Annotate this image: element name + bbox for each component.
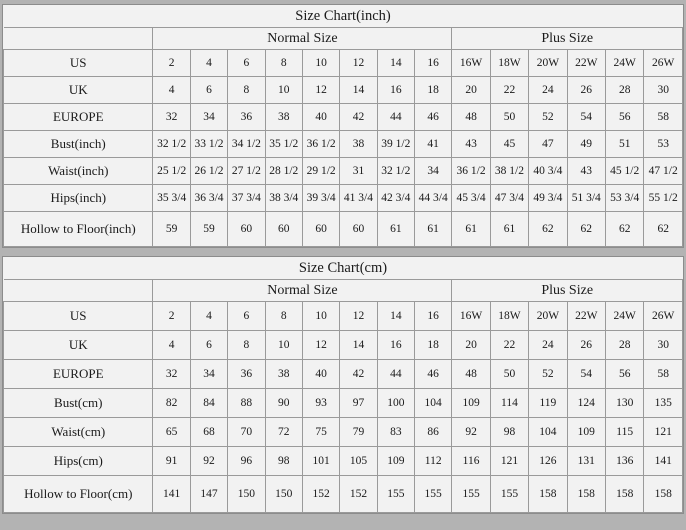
table-cell: 12 <box>302 77 339 104</box>
table-cell: 131 <box>567 447 605 476</box>
table-cell: 18 <box>415 77 452 104</box>
table-cell: 37 3/4 <box>228 185 265 212</box>
table-cell: 16 <box>377 77 414 104</box>
size-chart-inch <box>2 4 684 248</box>
table-cell: 4 <box>190 302 227 331</box>
table-row <box>4 77 683 104</box>
table-cell: 38 3/4 <box>265 185 302 212</box>
row-label: US <box>4 50 153 77</box>
table-cell: 68 <box>190 418 227 447</box>
table-cell: 30 <box>644 331 683 360</box>
row-label: Bust(cm) <box>4 389 153 418</box>
table-cell: 47 <box>529 131 567 158</box>
table-cell: 34 <box>415 158 452 185</box>
row-label: UK <box>4 331 153 360</box>
table-cell: 48 <box>452 360 490 389</box>
table-cell: 32 1/2 <box>153 131 190 158</box>
table-cell: 158 <box>644 476 683 513</box>
table-cell: 50 <box>490 360 528 389</box>
table-cell: 60 <box>302 212 339 247</box>
table-cell: 121 <box>644 418 683 447</box>
table-cell: 47 3/4 <box>490 185 528 212</box>
table-cell: 114 <box>490 389 528 418</box>
table-cell: 104 <box>415 389 452 418</box>
table-cell: 59 <box>190 212 227 247</box>
table-cell: 59 <box>153 212 190 247</box>
table-cell: 49 <box>567 131 605 158</box>
table-cell: 150 <box>265 476 302 513</box>
corner-blank-cell <box>4 28 153 50</box>
chart-title: Size Chart(cm) <box>4 257 683 280</box>
table-row <box>4 360 683 389</box>
table-cell: 6 <box>228 302 265 331</box>
table-cell: 12 <box>340 302 377 331</box>
row-label: Hips(cm) <box>4 447 153 476</box>
table-cell: 35 3/4 <box>153 185 190 212</box>
table-cell: 53 3/4 <box>605 185 643 212</box>
table-cell: 56 <box>605 360 643 389</box>
table-cell: 39 3/4 <box>302 185 339 212</box>
table-row <box>4 185 683 212</box>
table-cell: 38 <box>340 131 377 158</box>
table-cell: 34 <box>190 104 227 131</box>
table-cell: 130 <box>605 389 643 418</box>
table-row <box>4 131 683 158</box>
table-cell: 105 <box>340 447 377 476</box>
table-cell: 147 <box>190 476 227 513</box>
table-cell: 8 <box>228 331 265 360</box>
table-cell: 40 <box>302 104 339 131</box>
table-cell: 42 3/4 <box>377 185 414 212</box>
table-cell: 50 <box>490 104 528 131</box>
row-label: US <box>4 302 153 331</box>
table-cell: 34 <box>190 360 227 389</box>
corner-blank-cell <box>4 280 153 302</box>
table-cell: 39 1/2 <box>377 131 414 158</box>
table-cell: 28 1/2 <box>265 158 302 185</box>
table-cell: 26 <box>567 77 605 104</box>
table-cell: 16W <box>452 50 490 77</box>
table-cell: 4 <box>153 77 190 104</box>
table-cell: 16 <box>415 302 452 331</box>
table-cell: 101 <box>302 447 339 476</box>
table-cell: 155 <box>377 476 414 513</box>
table-cell: 150 <box>228 476 265 513</box>
table-cell: 92 <box>190 447 227 476</box>
table-cell: 29 1/2 <box>302 158 339 185</box>
table-cell: 43 <box>452 131 490 158</box>
table-cell: 40 3/4 <box>529 158 567 185</box>
table-cell: 53 <box>644 131 683 158</box>
table-cell: 10 <box>302 50 339 77</box>
table-cell: 52 <box>529 104 567 131</box>
table-cell: 33 1/2 <box>190 131 227 158</box>
table-cell: 38 1/2 <box>490 158 528 185</box>
table-cell: 58 <box>644 104 683 131</box>
row-label: EUROPE <box>4 104 153 131</box>
table-row <box>4 302 683 331</box>
table-cell: 14 <box>340 331 377 360</box>
table-cell: 109 <box>452 389 490 418</box>
table-cell: 20 <box>452 331 490 360</box>
table-row <box>4 212 683 247</box>
table-cell: 38 <box>265 104 302 131</box>
row-label: UK <box>4 77 153 104</box>
table-cell: 36 1/2 <box>302 131 339 158</box>
table-cell: 20 <box>452 77 490 104</box>
table-cell: 26 1/2 <box>190 158 227 185</box>
table-row <box>4 50 683 77</box>
table-cell: 35 1/2 <box>265 131 302 158</box>
table-cell: 44 <box>377 360 414 389</box>
table-cell: 55 1/2 <box>644 185 683 212</box>
table-cell: 10 <box>302 302 339 331</box>
table-cell: 88 <box>228 389 265 418</box>
table-cell: 112 <box>415 447 452 476</box>
table-cell: 22W <box>567 50 605 77</box>
table-cell: 136 <box>605 447 643 476</box>
table-cell: 26W <box>644 302 683 331</box>
table-cell: 48 <box>452 104 490 131</box>
table-cell: 25 1/2 <box>153 158 190 185</box>
table-cell: 141 <box>153 476 190 513</box>
table-cell: 72 <box>265 418 302 447</box>
table-cell: 79 <box>340 418 377 447</box>
group-header: Normal Size <box>153 28 452 50</box>
table-cell: 61 <box>415 212 452 247</box>
table-cell: 16 <box>377 331 414 360</box>
table-cell: 32 <box>153 104 190 131</box>
table-cell: 16W <box>452 302 490 331</box>
table-cell: 36 <box>228 104 265 131</box>
table-cell: 28 <box>605 77 643 104</box>
table-cell: 31 <box>340 158 377 185</box>
table-cell: 20W <box>529 302 567 331</box>
table-cell: 60 <box>228 212 265 247</box>
table-cell: 44 3/4 <box>415 185 452 212</box>
table-cell: 54 <box>567 360 605 389</box>
table-cell: 45 1/2 <box>605 158 643 185</box>
chart-title: Size Chart(inch) <box>4 5 683 28</box>
table-cell: 40 <box>302 360 339 389</box>
table-cell: 42 <box>340 104 377 131</box>
table-cell: 92 <box>452 418 490 447</box>
table-row <box>4 331 683 360</box>
table-cell: 90 <box>265 389 302 418</box>
table-cell: 82 <box>153 389 190 418</box>
table-cell: 22 <box>490 331 528 360</box>
table-cell: 46 <box>415 104 452 131</box>
table-cell: 24W <box>605 302 643 331</box>
table-cell: 60 <box>265 212 302 247</box>
table-cell: 91 <box>153 447 190 476</box>
row-label: Hollow to Floor(cm) <box>4 476 153 513</box>
table-cell: 121 <box>490 447 528 476</box>
table-cell: 158 <box>605 476 643 513</box>
table-cell: 61 <box>377 212 414 247</box>
table-cell: 93 <box>302 389 339 418</box>
table-cell: 158 <box>567 476 605 513</box>
table-cell: 45 3/4 <box>452 185 490 212</box>
table-cell: 27 1/2 <box>228 158 265 185</box>
table-cell: 62 <box>567 212 605 247</box>
table-cell: 155 <box>415 476 452 513</box>
group-header: Normal Size <box>153 280 452 302</box>
table-cell: 98 <box>490 418 528 447</box>
group-header: Plus Size <box>452 280 683 302</box>
table-row <box>4 104 683 131</box>
table-cell: 62 <box>605 212 643 247</box>
table-cell: 14 <box>340 77 377 104</box>
table-cell: 24W <box>605 50 643 77</box>
table-row <box>4 447 683 476</box>
table-cell: 62 <box>529 212 567 247</box>
table-cell: 20W <box>529 50 567 77</box>
table-cell: 14 <box>377 50 414 77</box>
table-cell: 51 <box>605 131 643 158</box>
table-cell: 49 3/4 <box>529 185 567 212</box>
table-cell: 158 <box>529 476 567 513</box>
table-cell: 28 <box>605 331 643 360</box>
table-cell: 96 <box>228 447 265 476</box>
table-cell: 38 <box>265 360 302 389</box>
table-cell: 152 <box>340 476 377 513</box>
table-cell: 46 <box>415 360 452 389</box>
table-cell: 62 <box>644 212 683 247</box>
row-label: Waist(inch) <box>4 158 153 185</box>
table-cell: 45 <box>490 131 528 158</box>
table-cell: 8 <box>265 50 302 77</box>
table-cell: 116 <box>452 447 490 476</box>
table-cell: 32 <box>153 360 190 389</box>
table-cell: 18 <box>415 331 452 360</box>
group-header: Plus Size <box>452 28 683 50</box>
table-cell: 4 <box>153 331 190 360</box>
table-cell: 12 <box>302 331 339 360</box>
table-cell: 6 <box>228 50 265 77</box>
table-cell: 41 <box>415 131 452 158</box>
table-cell: 44 <box>377 104 414 131</box>
table-cell: 65 <box>153 418 190 447</box>
table-cell: 104 <box>529 418 567 447</box>
table-cell: 51 3/4 <box>567 185 605 212</box>
table-cell: 43 <box>567 158 605 185</box>
table-cell: 14 <box>377 302 414 331</box>
table-cell: 6 <box>190 77 227 104</box>
table-cell: 47 1/2 <box>644 158 683 185</box>
table-cell: 32 1/2 <box>377 158 414 185</box>
table-cell: 8 <box>228 77 265 104</box>
table-cell: 61 <box>490 212 528 247</box>
table-cell: 155 <box>452 476 490 513</box>
size-chart-cm <box>2 256 684 514</box>
table-cell: 30 <box>644 77 683 104</box>
table-cell: 2 <box>153 302 190 331</box>
table-cell: 36 3/4 <box>190 185 227 212</box>
table-row <box>4 418 683 447</box>
table-cell: 10 <box>265 331 302 360</box>
table-cell: 86 <box>415 418 452 447</box>
table-cell: 54 <box>567 104 605 131</box>
table-cell: 135 <box>644 389 683 418</box>
table-cell: 115 <box>605 418 643 447</box>
table-cell: 155 <box>490 476 528 513</box>
table-cell: 98 <box>265 447 302 476</box>
size-chart-table <box>3 5 683 247</box>
row-label: Bust(inch) <box>4 131 153 158</box>
table-cell: 126 <box>529 447 567 476</box>
table-cell: 152 <box>302 476 339 513</box>
table-cell: 41 3/4 <box>340 185 377 212</box>
table-cell: 83 <box>377 418 414 447</box>
row-label: EUROPE <box>4 360 153 389</box>
table-cell: 16 <box>415 50 452 77</box>
table-cell: 10 <box>265 77 302 104</box>
size-chart-table <box>3 257 683 513</box>
table-cell: 22W <box>567 302 605 331</box>
table-cell: 109 <box>567 418 605 447</box>
table-cell: 60 <box>340 212 377 247</box>
table-cell: 58 <box>644 360 683 389</box>
table-row <box>4 158 683 185</box>
table-cell: 42 <box>340 360 377 389</box>
table-cell: 124 <box>567 389 605 418</box>
table-cell: 141 <box>644 447 683 476</box>
table-cell: 24 <box>529 331 567 360</box>
table-cell: 12 <box>340 50 377 77</box>
row-label: Waist(cm) <box>4 418 153 447</box>
table-cell: 97 <box>340 389 377 418</box>
table-row <box>4 476 683 513</box>
table-cell: 61 <box>452 212 490 247</box>
table-cell: 109 <box>377 447 414 476</box>
table-cell: 6 <box>190 331 227 360</box>
table-cell: 36 1/2 <box>452 158 490 185</box>
table-cell: 119 <box>529 389 567 418</box>
table-cell: 24 <box>529 77 567 104</box>
table-cell: 34 1/2 <box>228 131 265 158</box>
table-cell: 84 <box>190 389 227 418</box>
table-cell: 18W <box>490 50 528 77</box>
table-cell: 2 <box>153 50 190 77</box>
row-label: Hollow to Floor(inch) <box>4 212 153 247</box>
table-cell: 22 <box>490 77 528 104</box>
table-row <box>4 389 683 418</box>
table-cell: 100 <box>377 389 414 418</box>
table-cell: 8 <box>265 302 302 331</box>
table-cell: 56 <box>605 104 643 131</box>
table-cell: 52 <box>529 360 567 389</box>
table-cell: 26W <box>644 50 683 77</box>
table-cell: 75 <box>302 418 339 447</box>
table-cell: 4 <box>190 50 227 77</box>
table-cell: 26 <box>567 331 605 360</box>
table-cell: 36 <box>228 360 265 389</box>
row-label: Hips(inch) <box>4 185 153 212</box>
table-cell: 18W <box>490 302 528 331</box>
table-cell: 70 <box>228 418 265 447</box>
